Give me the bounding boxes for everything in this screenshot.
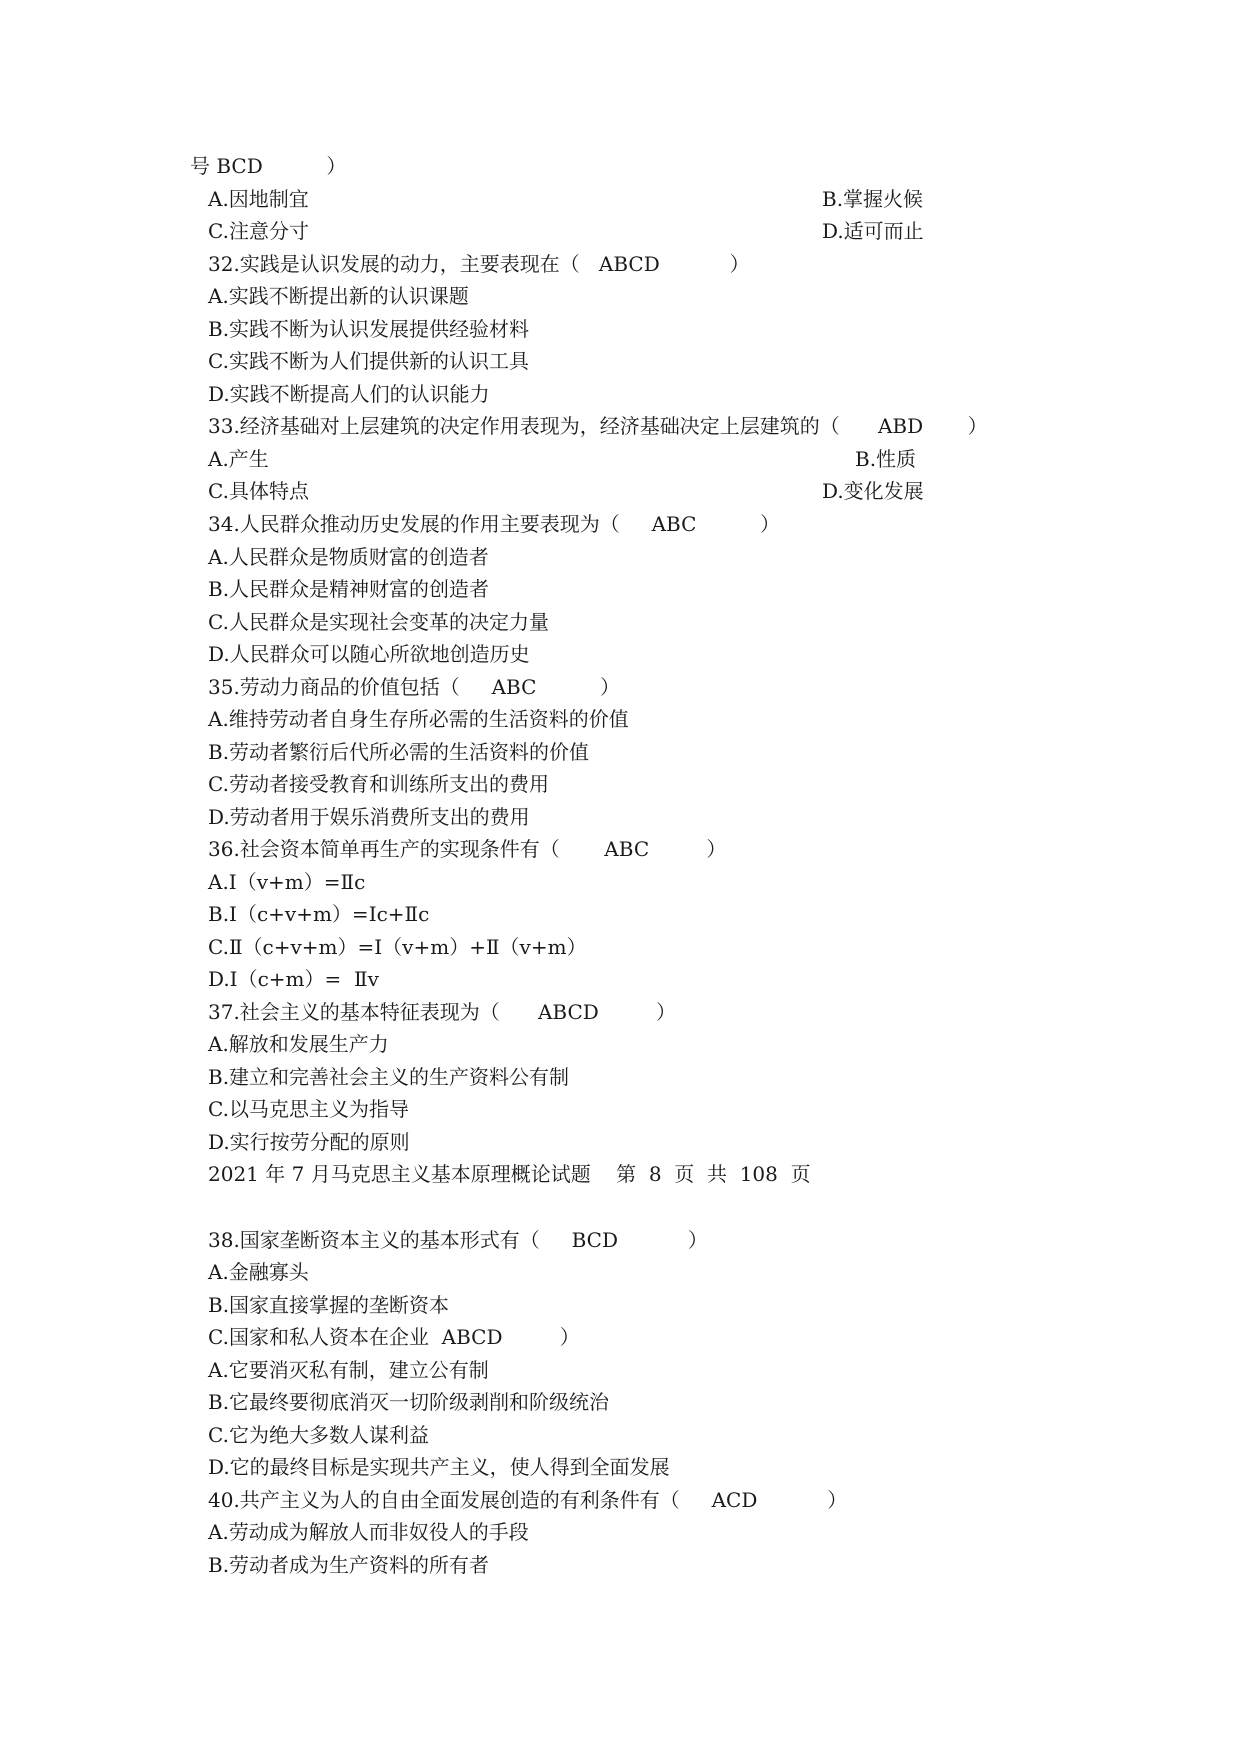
question-40: 40.共产主义为人的自由全面发展创造的有利条件有（ ACD ） <box>208 1488 848 1512</box>
text-line: 号 BCD ） <box>190 154 347 178</box>
option-c: C.国家和私人资本在企业 ABCD ） <box>208 1325 580 1349</box>
option-a: A.实践不断提出新的认识课题 <box>208 284 469 308</box>
option-b: B.人民群众是精神财富的创造者 <box>208 577 490 601</box>
option-b: B.I（c+v+m）=Ic+Ⅱc <box>208 902 430 926</box>
page-footer: 2021 年 7 月马克思主义基本原理概论试题 第 8 页 共 108 页 <box>208 1162 811 1186</box>
option-a: A.产生 <box>208 447 269 471</box>
option-d: D.人民群众可以随心所欲地创造历史 <box>208 642 530 666</box>
option-b: B.劳动者成为生产资料的所有者 <box>208 1553 490 1577</box>
option-c: C.以马克思主义为指导 <box>208 1097 409 1121</box>
option-b: B.国家直接掌握的垄断资本 <box>208 1293 450 1317</box>
option-b: B.建立和完善社会主义的生产资料公有制 <box>208 1065 570 1089</box>
option-d: D.变化发展 <box>822 479 924 503</box>
option-a: A.解放和发展生产力 <box>208 1032 389 1056</box>
option-c: C.具体特点 <box>208 479 309 503</box>
option-d: D.实行按劳分配的原则 <box>208 1130 410 1154</box>
question-37: 37.社会主义的基本特征表现为（ ABCD ） <box>208 1000 677 1024</box>
option-a: A.因地制宜 <box>208 187 309 211</box>
option-a: A.劳动成为解放人而非奴役人的手段 <box>208 1520 529 1544</box>
question-34: 34.人民群众推动历史发展的作用主要表现为（ ABC ） <box>208 512 780 536</box>
option-a: A.维持劳动者自身生存所必需的生活资料的价值 <box>208 707 629 731</box>
option-a: A.I（v+m）=Ⅱc <box>208 870 366 894</box>
option-d: D.适可而止 <box>822 219 924 243</box>
option-d: D.它的最终目标是实现共产主义，使人得到全面发展 <box>208 1455 670 1479</box>
option-c: C.Ⅱ（c+v+m）=I（v+m）+Ⅱ（v+m） <box>208 935 587 959</box>
question-32: 32.实践是认识发展的动力，主要表现在（ ABCD ） <box>208 252 750 276</box>
question-35: 35.劳动力商品的价值包括（ ABC ） <box>208 675 620 699</box>
option-c: C.劳动者接受教育和训练所支出的费用 <box>208 772 549 796</box>
question-33: 33.经济基础对上层建筑的决定作用表现为，经济基础决定上层建筑的（ ABD ） <box>208 414 988 438</box>
option-a: A.它要消灭私有制，建立公有制 <box>208 1358 489 1382</box>
option-a: A.金融寡头 <box>208 1260 309 1284</box>
option-b: B.它最终要彻底消灭一切阶级剥削和阶级统治 <box>208 1390 610 1414</box>
question-38: 38.国家垄断资本主义的基本形式有（ BCD ） <box>208 1228 708 1252</box>
question-36: 36.社会资本简单再生产的实现条件有（ ABC ） <box>208 837 727 861</box>
option-d: D.实践不断提高人们的认识能力 <box>208 382 490 406</box>
option-c: C.实践不断为人们提供新的认识工具 <box>208 349 529 373</box>
option-c: C.人民群众是实现社会变革的决定力量 <box>208 610 549 634</box>
option-b: B.劳动者繁衍后代所必需的生活资料的价值 <box>208 740 590 764</box>
option-d: D.劳动者用于娱乐消费所支出的费用 <box>208 805 530 829</box>
option-c: C.它为绝大多数人谋利益 <box>208 1423 429 1447</box>
option-b: B.实践不断为认识发展提供经验材料 <box>208 317 530 341</box>
option-d: D.I（c+m）= Ⅱv <box>208 967 379 991</box>
option-a: A.人民群众是物质财富的创造者 <box>208 545 489 569</box>
option-c: C.注意分寸 <box>208 219 309 243</box>
option-b: B.掌握火候 <box>822 187 924 211</box>
option-b: B.性质 <box>855 447 917 471</box>
